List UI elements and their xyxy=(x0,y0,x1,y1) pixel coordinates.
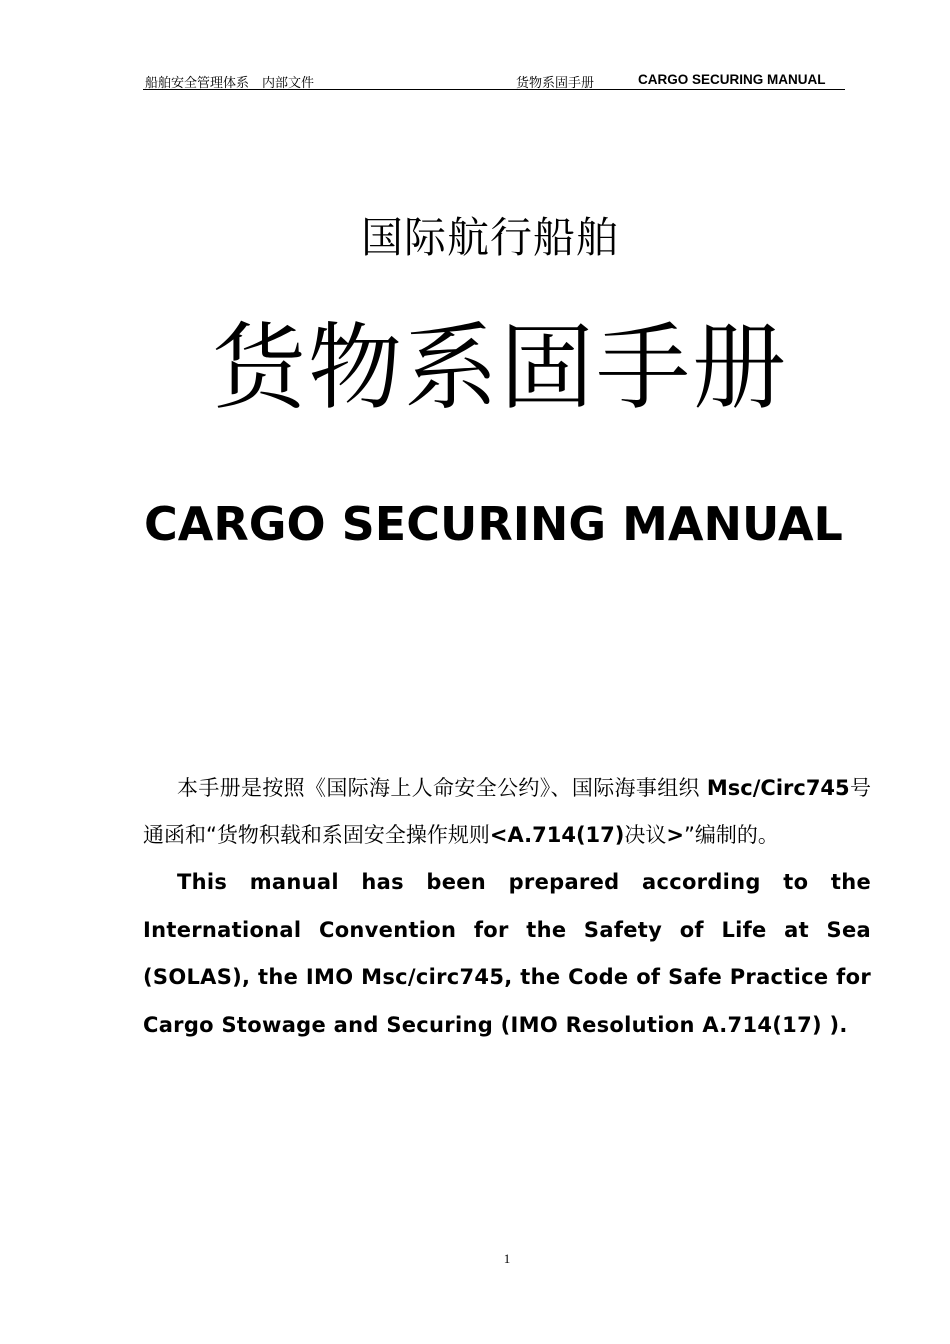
header-manual-title-en: CARGO SECURING MANUAL xyxy=(638,72,826,87)
body-text xyxy=(143,765,871,1049)
page-header xyxy=(143,70,845,90)
chinese-paragraph xyxy=(143,765,871,859)
cn-text-part1: 本手册是按照《国际海上人命安全公约》、国际海事组织 xyxy=(177,776,707,800)
document-title: 货物系固手册 xyxy=(211,314,788,423)
page-number: 1 xyxy=(503,1251,511,1266)
cn-code-msc: Msc/Circ745 xyxy=(706,776,850,800)
header-manual-title-cn: 货物系固手册 xyxy=(516,76,595,91)
document-title-en: CARGO SECURING MANUAL xyxy=(144,497,843,551)
cn-text-part2: 号通函和“货物积载和系固安全操作规则 xyxy=(143,776,871,847)
english-paragraph: This manual has been prepared according to the International Convention for the Safety of Life at Sea (SOLAS), the IMO Msc/circ745, the Code of Safe Practice for Cargo Stowage and Securing (IMO Resolution A.714(17) ). xyxy=(143,870,871,1037)
cn-code-resolution: <A.714(17) xyxy=(489,823,625,847)
cn-text-part3: 决议 xyxy=(624,823,667,847)
cn-code-close: > xyxy=(666,823,684,847)
cn-text-part4: ”编制的。 xyxy=(683,823,779,847)
document-subtitle: 国际航行船舶 xyxy=(360,213,619,262)
header-document-system: 船舶安全管理体系 内部文件 xyxy=(145,76,315,91)
